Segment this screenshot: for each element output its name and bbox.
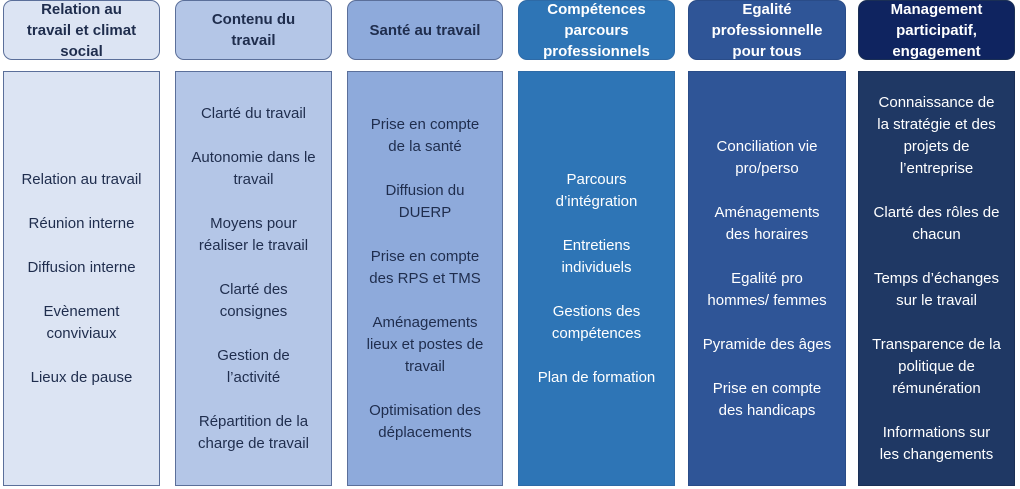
column-body xyxy=(175,71,332,486)
list-item: Diffusion interne xyxy=(27,258,136,276)
column-header: Contenu du travail xyxy=(175,0,332,60)
list-item: Prise en compte de la santé xyxy=(370,115,480,155)
list-item: Moyens pour réaliser le travail xyxy=(198,214,309,254)
list-item: Egalité pro hommes/ femmes xyxy=(707,269,827,309)
list-item: Informations sur les changements xyxy=(879,423,994,463)
list-item: Conciliation vie pro/perso xyxy=(716,137,818,177)
list-item: Temps d’échanges sur le travail xyxy=(873,269,1000,309)
list-item: Clarté des rôles de chacun xyxy=(873,203,1000,243)
column-header: Egalité professionnelle pour tous xyxy=(688,0,846,60)
list-item: Aménagements des horaires xyxy=(714,203,820,243)
list-item: Prise en compte des handicaps xyxy=(712,379,822,419)
column-header: Relation au travail et climat social xyxy=(3,0,160,60)
list-item: Diffusion du DUERP xyxy=(385,181,465,221)
list-item: Pyramide des âges xyxy=(702,335,832,353)
column-body xyxy=(518,71,675,486)
list-item: Evènement conviviaux xyxy=(43,302,120,342)
list-item: Clarté des consignes xyxy=(219,280,288,320)
list-item: Gestion de l’activité xyxy=(217,346,290,386)
column-header: Compétences parcours professionnels xyxy=(518,0,675,60)
column-body xyxy=(688,71,846,486)
list-item: Répartition de la charge de travail xyxy=(198,412,309,452)
list-item: Optimisation des déplacements xyxy=(369,401,481,441)
list-item: Réunion interne xyxy=(28,214,135,232)
list-item: Plan de formation xyxy=(537,368,656,386)
list-item: Lieux de pause xyxy=(30,368,133,386)
list-item: Clarté du travail xyxy=(200,104,307,122)
list-item: Aménagements lieux et postes de travail xyxy=(366,313,484,375)
list-item: Prise en compte des RPS et TMS xyxy=(369,247,481,287)
list-item: Autonomie dans le travail xyxy=(191,148,316,188)
column-header: Santé au travail xyxy=(347,0,503,60)
list-item: Gestions des compétences xyxy=(551,302,642,342)
list-item: Transparence de la politique de rémunération xyxy=(872,335,1001,397)
column-body xyxy=(858,71,1015,486)
column-body xyxy=(347,71,503,486)
list-item: Parcours d’intégration xyxy=(555,170,638,210)
column-body xyxy=(3,71,160,486)
list-item: Relation au travail xyxy=(21,170,142,188)
list-item: Connaissance de la stratégie et des projets de l’entreprise xyxy=(877,93,996,177)
column-header: Management participatif, engagement xyxy=(858,0,1015,60)
list-item: Entretiens individuels xyxy=(561,236,632,276)
